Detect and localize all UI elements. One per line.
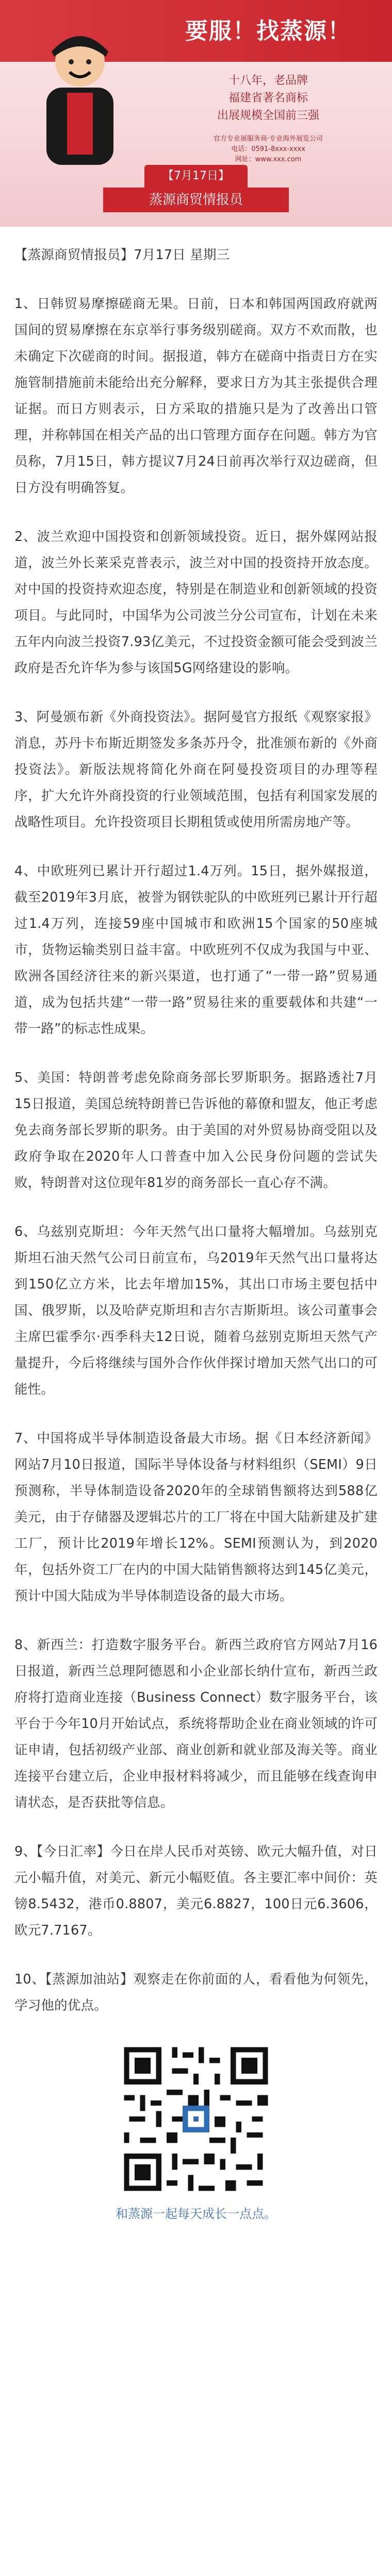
news-item: 8、新西兰：打造数字服务平台。新西兰政府官方网站7月16日报道，新西兰总理阿德恩和小企业部长纳什宣布，新西兰政府将打造商业连接（Business Connect）数字服务平台，该平台于今年10月开始试点，系统将帮助企业在商业领域的许可证申请，包括初级产业部、商业创新和就业部及海关等。商业连接平台建立后，企业申报材料将减少，而且能够在线查询申请状态，是否获批等信息。: [14, 1637, 378, 1810]
news-item: 5、美国：特朗普考虑免除商务部长罗斯职务。据路透社7月15日报道，美国总统特朗普已告诉他的幕僚和盟友，他正考虑免去商务部长罗斯的职务。由于美国的对外贸易协商受阻以及政府争取在2020年人口普查中加入公民身份问题的尝试失败，特朗普对这位现年81岁的商务部长一直心存不满。: [14, 1070, 378, 1191]
qr-section: [14, 2042, 378, 2222]
banner-tagline: [155, 72, 382, 125]
news-item: 7、中国将成半导体制造设备最大市场。据《日本经济新闻》网站7月10日报道，国际半导体设备与材料组织（SEMI）9日预测称，半导体制造设备2020年的全球销售额将达到588亿美元，由于存储器及逻辑芯片的工厂将在中国大陆新建及扩建工厂，预计比2019年增长12%。SEMI预测认为，到2020年，包括外资工厂在内的中国大陆销售额将达到145亿美元，预计中国大陆成为半导体制造设备的最大市场。: [14, 1431, 378, 1604]
tagline-line: 福建省著名商标: [228, 92, 308, 105]
motto-item: 10、【蒸源加油站】观察走在你前面的人，看看他为何领先，学习他的优点。: [14, 1972, 378, 2013]
news-item: 2、波兰欢迎中国投资和创新领域投资。近日，据外媒网站报道，波兰外长莱采克普表示，波兰对中国的投资持开放态度。对中国的投资持欢迎态度，特别是在制造业和创新领域的投资项目。与此同时，中国华为公司波兰分公司宣布，计划在未来五年内向波兰投资7.93亿美元，不过投资金额可能会受到波兰政府是否允许华为参与该国5G网络建设的影响。: [14, 529, 378, 676]
banner-contact: [155, 134, 382, 165]
tagline-line: 出展规模全国前三强: [217, 109, 319, 122]
news-item: 1、日韩贸易摩擦磋商无果。日前，日本和韩国两国政府就两国间的贸易摩擦在东京举行事务级别磋商。双方不欢而散，也未确定下次磋商的时间。据报道，韩方在磋商中指责日方在实施管制措施前未能给出充分解释，要求日方为其主张提供合理证据。而日方则表示，日方采取的措施只是为了改善出口管理，并称韩国在相关产品的出口管理方面存在问题。韩方为官员称，7月15日，韩方提议7月24日前再次举行双边磋商，但日方没有明确答复。: [14, 296, 378, 496]
news-item: 4、中欧班列已累计开行超过1.4万列。15日，据外媒报道，截至2019年3月底，被誉为钢铁驼队的中欧班列已累计开行超过1.4万列，连接59座中国城市和欧洲15个国家的50座城市，货物运输类别日益丰富。中欧班列不仅成为我国与中亚、欧洲各国经济往来的新兴渠道，也打通了“一带一路”贸易通道，成为包括共建“一带一路”贸易往来的重要载体和共建“一带一路”的标志性成果。: [14, 863, 378, 1037]
mascot-figure-icon: [15, 21, 144, 175]
tagline-line: 十八年，老品牌: [228, 74, 308, 87]
qr-code-icon[interactable]: [119, 2042, 273, 2196]
contact-line: 官方专业展服务商·专业海外展览公司: [213, 135, 323, 143]
header-banner: [0, 0, 392, 227]
banner-slogan: 要服！找蒸源！: [185, 18, 351, 44]
news-item: 3、阿曼颁布新《外商投资法》。据阿曼官方报纸《观察家报》消息，苏丹卡布斯近期签发多条苏丹令，批准颁布新的《外商投资法》。新版法规将简化外商在阿曼投资项目的办理等程序，扩大允许外商投资的行业领域范围，包括有利国家发展的战略性项目。允许投资项目长期租赁或使用所需房地产等。: [14, 709, 378, 830]
news-item: 6、乌兹别克斯坦：今年天然气出口量将大幅增加。乌兹别克斯坦石油天然气公司日前宣布，乌2019年天然气出口量将达到150亿立方米，比去年增加15%，其出口市场主要包括中国、俄罗斯，以及哈萨克斯坦和吉尔吉斯斯坦。该公司董事会主席巴霍季尔·西季科夫12日说，随着乌兹别克斯坦天然气产量提升，今后将继续与国外合作伙伴探讨增加天然气出口的可能性。: [14, 1224, 378, 1397]
exchange-rate-item: 9、【今日汇率】今日在岸人民币对英镑、欧元大幅升值，对日元小幅升值，对美元、新元小幅贬值。各主要汇率中间价：英镑8.5432，港币0.8807，美元6.8827，100日元6.3606，欧元7.7167。: [14, 1844, 378, 1938]
contact-line: 电话：0591-8xxx-xxxx: [231, 145, 305, 153]
article-heading: 【蒸源商贸情报员】7月17日 星期三: [14, 247, 230, 263]
date-tab: 【7月17日】: [144, 165, 248, 188]
article-content: [0, 227, 392, 2222]
contact-line: 网址：www.xxx.com: [235, 156, 302, 163]
section-title: 蒸源商贸情报员: [103, 188, 289, 212]
qr-caption: 和蒸源一起每天成长一点点。: [116, 2207, 276, 2221]
